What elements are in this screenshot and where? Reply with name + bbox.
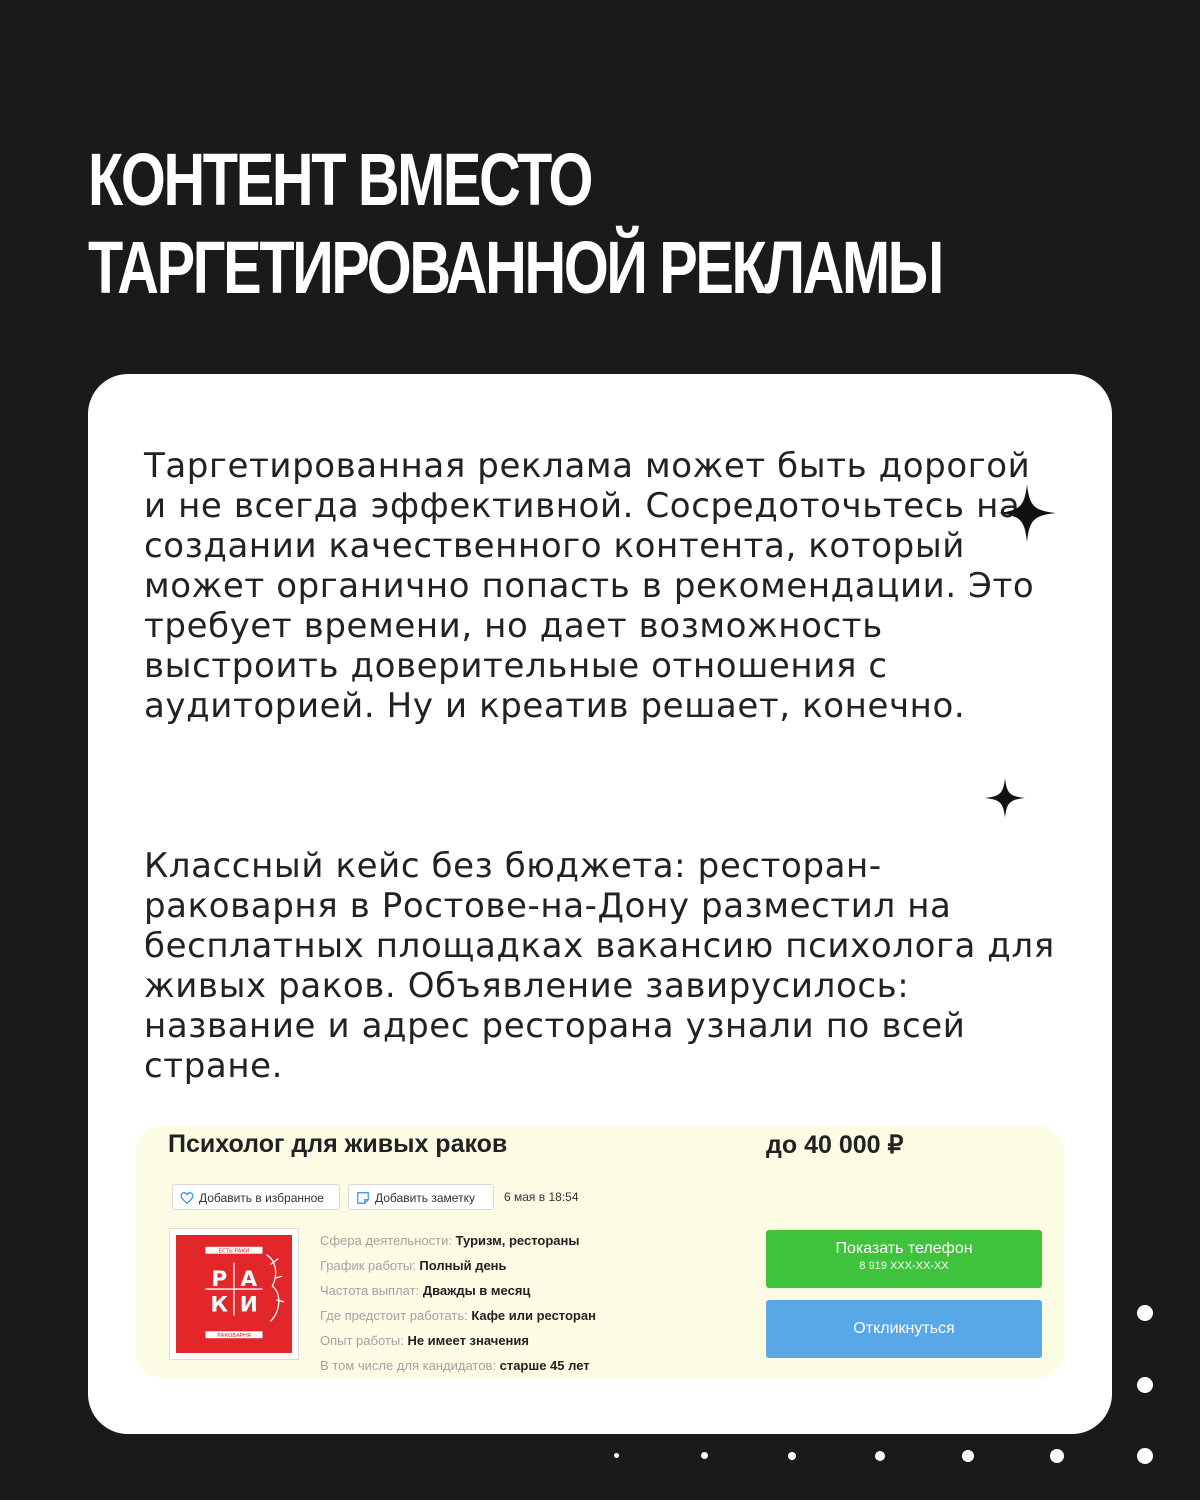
add-note-button[interactable] [348, 1184, 494, 1210]
post-date: 6 мая в 18:54 [504, 1190, 579, 1204]
decor-dot [1137, 1377, 1153, 1393]
page-title [88, 136, 942, 312]
decor-dot [788, 1452, 796, 1460]
svg-text:Р: Р [211, 1267, 228, 1293]
job-details [320, 1228, 596, 1378]
show-phone-label: Показать телефон [835, 1240, 973, 1257]
decor-dot [962, 1450, 974, 1462]
detail-row: В том числе для кандидатов: старше 45 лет [320, 1358, 590, 1373]
decor-dot [1137, 1448, 1153, 1464]
heart-icon [180, 1191, 194, 1205]
phone-number: 8 919 XXX-XX-XX [859, 1260, 949, 1272]
detail-row: Где предстоит работать: Кафе или ресторан [320, 1308, 596, 1323]
decor-dot [1137, 1305, 1153, 1321]
page-title-line2: ТАРГЕТИРОВАННОЙ РЕКЛАМЫ [88, 226, 942, 309]
svg-text:А: А [240, 1267, 258, 1293]
svg-text:ЕСТЬ РАКИ: ЕСТЬ РАКИ [218, 1248, 250, 1255]
job-ad-screenshot [136, 1126, 1064, 1378]
detail-row: График работы: Полный день [320, 1258, 507, 1273]
content-card [88, 374, 1112, 1434]
job-salary: до 40 000 ₽ [766, 1131, 904, 1159]
add-note-label: Добавить заметку [375, 1191, 475, 1205]
job-title: Психолог для живых раков [168, 1130, 508, 1158]
detail-row: Частота выплат: Дважды в месяц [320, 1283, 531, 1298]
decor-dot [701, 1452, 708, 1459]
note-icon [356, 1191, 370, 1205]
show-phone-button[interactable] [766, 1230, 1042, 1288]
decor-dot [875, 1451, 885, 1461]
add-to-favorites-button[interactable] [172, 1184, 340, 1210]
decor-dot [614, 1453, 619, 1458]
detail-row: Сфера деятельности: Туризм, рестораны [320, 1233, 580, 1248]
decor-dot [1050, 1449, 1064, 1463]
crayfish-logo-icon [176, 1235, 292, 1353]
case-paragraph: Классный кейс без бюджета: ресторан-раковарня в Ростове-на-Дону разместил на бесплатных площадках вакансию психолога для живых раков. Объявление завирусилось: название и адрес ресторана узнали по всей стране. [144, 846, 1055, 1086]
sparkle-star-icon [998, 484, 1056, 542]
page-title-line1: КОНТЕНТ ВМЕСТО [88, 138, 592, 221]
add-to-favorites-label: Добавить в избранное [199, 1191, 324, 1205]
restaurant-logo [169, 1228, 299, 1360]
intro-paragraph: Таргетированная реклама может быть дорогой и не всегда эффективной. Сосредоточьтесь на создании качественного контента, который может органично попасть в рекомендации. Это требует времени, но дает возможность выстроить доверительные отношения с аудиторией. Ну и креатив решает, конечно. [144, 446, 1035, 726]
detail-row: Опыт работы: Не имеет значения [320, 1333, 529, 1348]
svg-text:К: К [210, 1292, 229, 1318]
svg-text:РАКОВАРНЯ: РАКОВАРНЯ [217, 1333, 251, 1340]
respond-button[interactable]: Откликнуться [766, 1300, 1042, 1358]
sparkle-star-icon [985, 778, 1025, 818]
svg-text:И: И [239, 1292, 258, 1318]
